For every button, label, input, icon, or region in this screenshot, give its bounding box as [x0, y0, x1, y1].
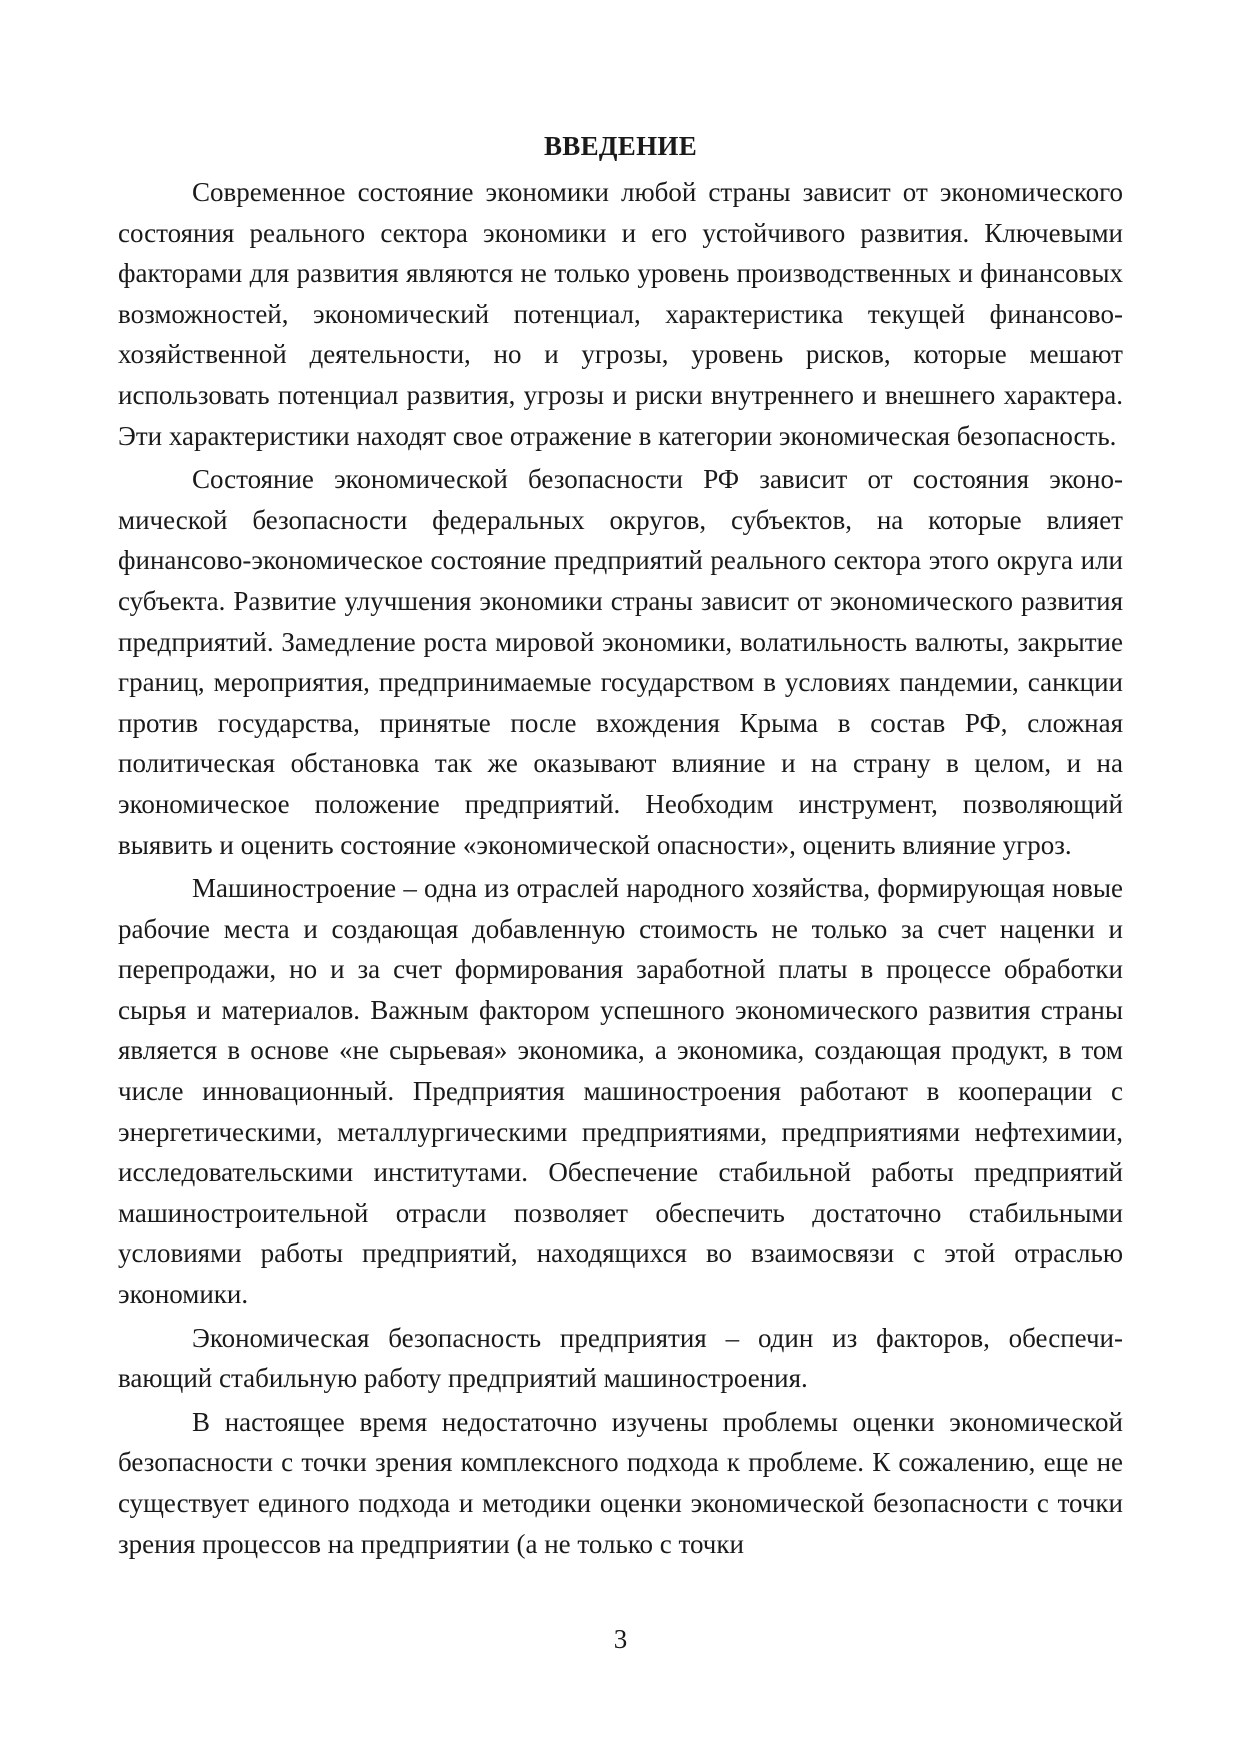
paragraph-5: В настоящее время недостаточно изучены проблемы оценки экономической безопасности с точки зрения комплексного подхода к проблеме. К сожалению, еще не существует единого подхода и методики оценки экономической безопасности с точки зрения процессов на предприятии (а не только с точки	[118, 1406, 1123, 1559]
paragraph-4: Экономическая безопасность предприятия – один из факторов, обеспечивающий стабильную работу предприятий машиностроения.	[118, 1322, 1123, 1394]
paragraph-3: Машиностроение – одна из отраслей народного хозяйства, формирующая новые рабочие места и создающая добавленную стоимость не только за счет наценки и перепродажи, но и за счет формирования заработной платы в процессе обработки сырья и материалов. Важным фактором успешного экономического развития страны является в основе «не сырьевая» экономика, а экономика, создающая продукт, в том числе инновационный. Предприятия машиностроения работают в кооперации с энергетическими, металлургическими предприятиями, предприятиями нефтехимии, исследовательскими институтами. Обеспечение стабильной работы предприятий машиностроительной отрасли позволяет обеспечить достаточно стабильными условиями работы предприятий, находящихся во взаимосвязи с этой отраслью экономики.	[118, 873, 1123, 1310]
section-title: ВВЕДЕНИЕ	[543, 131, 698, 161]
document-body	[118, 126, 1123, 1567]
page-number: 3	[613, 1624, 628, 1654]
paragraph-1: Современное состояние экономики любой страны зависит от экономического состояния реального сектора экономики и его устойчивого развития. Ключевыми факторами для развития являются не только уровень производственных и финансовых возможностей, экономический потенциал, характеристика текущей финансово-хозяйственной деятельности, но и угрозы, уровень рисков, которые мешают использовать потенциал развития, угрозы и риски внутреннего и внешнего характера. Эти характеристики находят свое отражение в категории экономическая безопасность.	[118, 177, 1123, 451]
paragraph-2: Состояние экономической безопасности РФ зависит от состояния экономической безопасности федеральных округов, субъектов, на которые влияет финансово-экономическое состояние предприятий реального сектора этого округа или субъекта. Развитие улучшения экономики страны зависит от экономического развития предприятий. Замедление роста мировой экономики, волатильность валюты, закрытие границ, мероприятия, предпринимаемые государством в условиях пандемии, санкции против государства, принятые после вхождения Крыма в состав РФ, сложная политическая обстановка так же оказывают влияние и на страну в целом, и на экономическое положение предприятий. Необходим инструмент, позволяющий выявить и оценить состояние «экономической опасности», оценить влияние угроз.	[118, 464, 1123, 860]
